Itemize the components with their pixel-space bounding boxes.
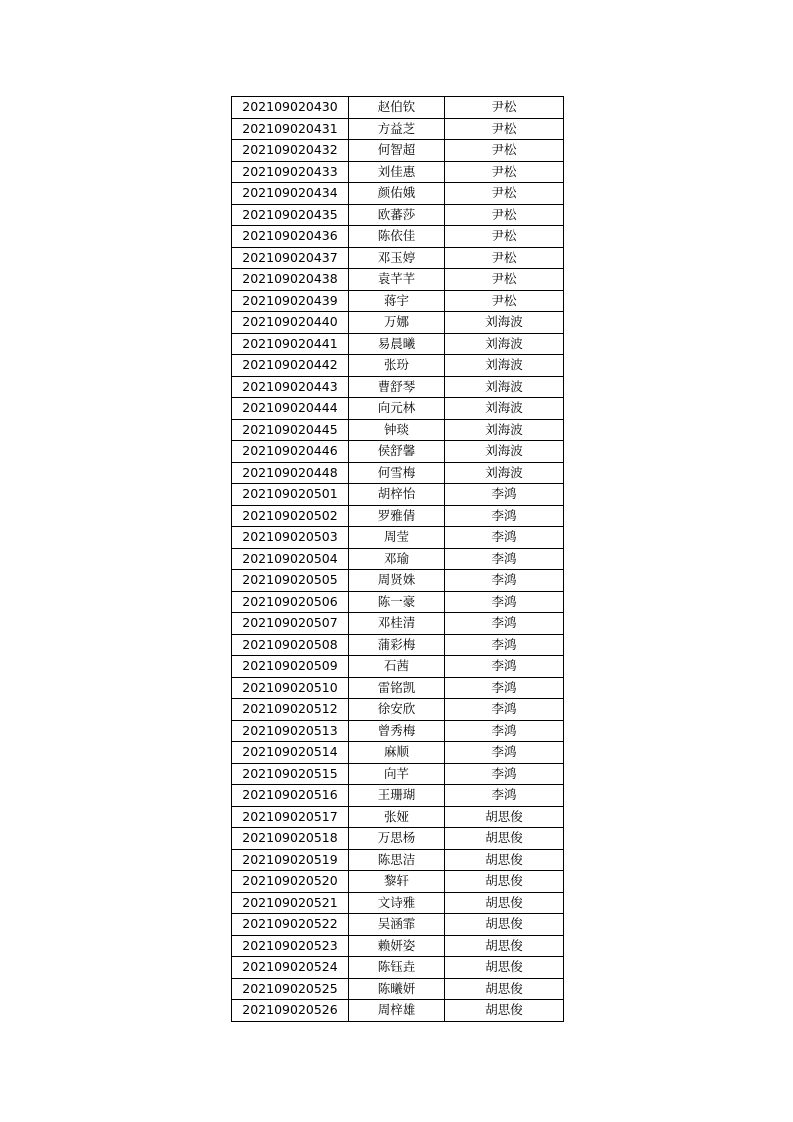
table-row [232,290,564,312]
student-id-cell: 202109020516 [232,785,349,807]
teacher-cell: 李鸿 [445,677,564,699]
student-name-cell: 蒲彩梅 [349,634,445,656]
table-row [232,484,564,506]
teacher-cell: 李鸿 [445,742,564,764]
student-id-cell: 202109020520 [232,871,349,893]
student-name-cell: 张玢 [349,355,445,377]
student-id-cell: 202109020439 [232,290,349,312]
student-id-cell: 202109020434 [232,183,349,205]
teacher-cell: 胡思俊 [445,1000,564,1022]
teacher-cell: 刘海波 [445,441,564,463]
student-name-cell: 雷铭凯 [349,677,445,699]
teacher-cell: 李鸿 [445,570,564,592]
teacher-cell: 尹松 [445,183,564,205]
student-name-cell: 万思杨 [349,828,445,850]
table-row [232,957,564,979]
teacher-cell: 尹松 [445,204,564,226]
student-id-cell: 202109020445 [232,419,349,441]
teacher-cell: 李鸿 [445,763,564,785]
table-row [232,742,564,764]
table-row [232,204,564,226]
teacher-cell: 李鸿 [445,505,564,527]
student-name-cell: 钟琰 [349,419,445,441]
teacher-cell: 李鸿 [445,785,564,807]
table-row [232,978,564,1000]
teacher-cell: 尹松 [445,118,564,140]
teacher-cell: 尹松 [445,140,564,162]
student-id-cell: 202109020526 [232,1000,349,1022]
table-row [232,892,564,914]
student-id-cell: 202109020504 [232,548,349,570]
student-name-cell: 陈钰垚 [349,957,445,979]
student-name-cell: 欧蕃莎 [349,204,445,226]
student-name-cell: 陈依佳 [349,226,445,248]
teacher-cell: 刘海波 [445,398,564,420]
teacher-cell: 尹松 [445,226,564,248]
table-body [232,97,564,1022]
teacher-cell: 尹松 [445,290,564,312]
student-id-cell: 202109020442 [232,355,349,377]
student-id-cell: 202109020515 [232,763,349,785]
student-name-cell: 陈思洁 [349,849,445,871]
table-row [232,376,564,398]
student-name-cell: 罗雅倩 [349,505,445,527]
table-row [232,140,564,162]
student-name-cell: 袁芊芊 [349,269,445,291]
student-name-cell: 麻顺 [349,742,445,764]
student-name-cell: 周梓雄 [349,1000,445,1022]
teacher-cell: 李鸿 [445,720,564,742]
student-name-cell: 陈一豪 [349,591,445,613]
student-name-cell: 颜佑娥 [349,183,445,205]
teacher-cell: 胡思俊 [445,871,564,893]
teacher-cell: 尹松 [445,247,564,269]
table-row [232,355,564,377]
teacher-cell: 胡思俊 [445,914,564,936]
student-name-cell: 邓瑜 [349,548,445,570]
table-row [232,226,564,248]
table-row [232,570,564,592]
student-id-cell: 202109020505 [232,570,349,592]
student-id-cell: 202109020506 [232,591,349,613]
teacher-cell: 李鸿 [445,634,564,656]
student-name-cell: 吴涵霏 [349,914,445,936]
student-name-cell: 陈曦妍 [349,978,445,1000]
student-id-cell: 202109020446 [232,441,349,463]
teacher-cell: 李鸿 [445,591,564,613]
student-id-cell: 202109020501 [232,484,349,506]
student-id-cell: 202109020510 [232,677,349,699]
student-name-cell: 刘佳惠 [349,161,445,183]
table-row [232,183,564,205]
student-name-cell: 曾秀梅 [349,720,445,742]
teacher-cell: 刘海波 [445,462,564,484]
student-id-cell: 202109020524 [232,957,349,979]
student-id-cell: 202109020522 [232,914,349,936]
table-row [232,527,564,549]
student-id-cell: 202109020436 [232,226,349,248]
student-id-cell: 202109020508 [232,634,349,656]
student-id-cell: 202109020443 [232,376,349,398]
student-name-cell: 黎轩 [349,871,445,893]
student-id-cell: 202109020512 [232,699,349,721]
student-name-cell: 曹舒琴 [349,376,445,398]
student-id-cell: 202109020438 [232,269,349,291]
student-id-cell: 202109020518 [232,828,349,850]
table-row [232,312,564,334]
student-id-cell: 202109020444 [232,398,349,420]
student-name-cell: 邓玉婷 [349,247,445,269]
student-name-cell: 何智超 [349,140,445,162]
teacher-cell: 胡思俊 [445,978,564,1000]
table-row [232,699,564,721]
teacher-cell: 胡思俊 [445,935,564,957]
table-row [232,1000,564,1022]
student-id-cell: 202109020502 [232,505,349,527]
table-row [232,462,564,484]
student-id-cell: 202109020432 [232,140,349,162]
table-row [232,828,564,850]
table-row [232,871,564,893]
student-name-cell: 万娜 [349,312,445,334]
student-name-cell: 张娅 [349,806,445,828]
student-id-cell: 202109020525 [232,978,349,1000]
table-row [232,441,564,463]
teacher-cell: 尹松 [445,161,564,183]
table-row [232,97,564,119]
table-row [232,161,564,183]
teacher-cell: 李鸿 [445,656,564,678]
table-row [232,763,564,785]
table-row [232,634,564,656]
student-name-cell: 文诗雅 [349,892,445,914]
table-row [232,806,564,828]
table-row [232,613,564,635]
student-id-cell: 202109020431 [232,118,349,140]
student-id-cell: 202109020517 [232,806,349,828]
student-id-cell: 202109020437 [232,247,349,269]
teacher-cell: 刘海波 [445,355,564,377]
table-row [232,591,564,613]
teacher-cell: 李鸿 [445,527,564,549]
student-name-cell: 周贤姝 [349,570,445,592]
teacher-cell: 李鸿 [445,699,564,721]
student-id-cell: 202109020435 [232,204,349,226]
student-id-cell: 202109020448 [232,462,349,484]
teacher-cell: 胡思俊 [445,806,564,828]
student-name-cell: 徐安欣 [349,699,445,721]
student-name-cell: 侯舒馨 [349,441,445,463]
student-id-cell: 202109020523 [232,935,349,957]
table-row [232,505,564,527]
table-row [232,269,564,291]
student-name-cell: 向芊 [349,763,445,785]
student-id-cell: 202109020430 [232,97,349,119]
student-id-cell: 202109020507 [232,613,349,635]
student-name-cell: 邓桂清 [349,613,445,635]
table-row [232,935,564,957]
table-row [232,720,564,742]
table-row [232,548,564,570]
table-row [232,333,564,355]
student-name-cell: 赖妍姿 [349,935,445,957]
student-name-cell: 石茜 [349,656,445,678]
student-id-cell: 202109020514 [232,742,349,764]
teacher-cell: 刘海波 [445,312,564,334]
student-id-cell: 202109020513 [232,720,349,742]
teacher-cell: 胡思俊 [445,849,564,871]
teacher-cell: 胡思俊 [445,892,564,914]
table-row [232,677,564,699]
student-name-cell: 周莹 [349,527,445,549]
table-row [232,914,564,936]
table-row [232,656,564,678]
table-row [232,398,564,420]
teacher-cell: 胡思俊 [445,828,564,850]
student-id-cell: 202109020519 [232,849,349,871]
teacher-cell: 刘海波 [445,333,564,355]
student-name-cell: 何雪梅 [349,462,445,484]
teacher-cell: 李鸿 [445,548,564,570]
student-name-cell: 赵伯钦 [349,97,445,119]
student-name-cell: 向元林 [349,398,445,420]
student-id-cell: 202109020521 [232,892,349,914]
teacher-cell: 李鸿 [445,484,564,506]
student-table [231,96,564,1022]
table-row [232,785,564,807]
student-id-cell: 202109020503 [232,527,349,549]
table-row [232,247,564,269]
teacher-cell: 胡思俊 [445,957,564,979]
student-name-cell: 方益芝 [349,118,445,140]
table-row [232,849,564,871]
student-id-cell: 202109020433 [232,161,349,183]
student-id-cell: 202109020509 [232,656,349,678]
student-id-cell: 202109020441 [232,333,349,355]
student-name-cell: 蒋宇 [349,290,445,312]
teacher-cell: 尹松 [445,97,564,119]
teacher-cell: 刘海波 [445,419,564,441]
student-name-cell: 王珊瑚 [349,785,445,807]
teacher-cell: 刘海波 [445,376,564,398]
student-id-cell: 202109020440 [232,312,349,334]
teacher-cell: 尹松 [445,269,564,291]
table-row [232,118,564,140]
student-name-cell: 易晨曦 [349,333,445,355]
teacher-cell: 李鸿 [445,613,564,635]
student-name-cell: 胡梓怡 [349,484,445,506]
table-row [232,419,564,441]
